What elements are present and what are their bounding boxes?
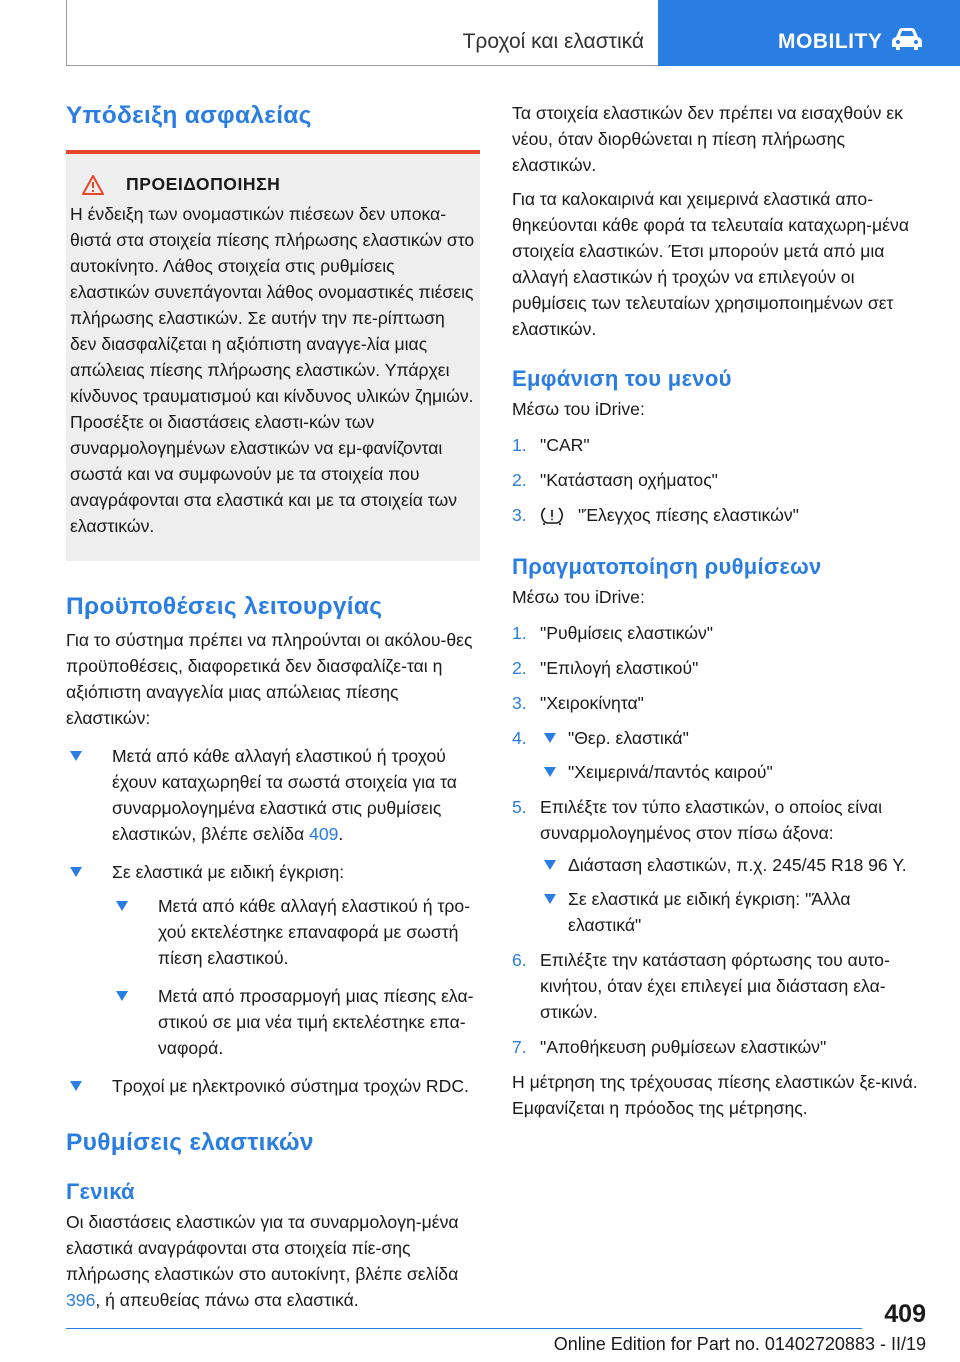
step-text: "Ρυθμίσεις ελαστικών" xyxy=(540,623,714,643)
tire-settings-heading: Ρυθμίσεις ελαστικών xyxy=(66,1129,314,1156)
bullet-triangle-icon xyxy=(116,901,128,911)
list-item-text: Τροχοί με ηλεκτρονικό σύστημα τροχών RDC. xyxy=(112,1076,469,1096)
step-text: "Αποθήκευση ρυθμίσεων ελαστικών" xyxy=(540,1037,827,1057)
left-column xyxy=(66,100,480,1313)
list-item xyxy=(512,690,926,716)
warning-triangle-icon xyxy=(82,175,104,195)
page-link-396[interactable]: 396 xyxy=(66,1290,96,1310)
sub-list xyxy=(540,852,926,938)
list-item-text: Μετά από κάθε αλλαγή ελαστικού ή τροχού έχουν καταχωρηθεί τα σωστά στοιχεία για τα συναρμολογημένα ελαστικά στις ρυθμίσεις ελαστικών, βλέπε σελίδα xyxy=(112,746,457,844)
list-item xyxy=(66,743,480,847)
step-text: Επιλέξτε την κατάσταση φόρτωσης του αυτο-κινήτου, όταν έχει επιλεγεί μια διάσταση ελα-στικών. xyxy=(540,950,890,1022)
bullet-triangle-icon xyxy=(70,1081,82,1091)
step-text: "Χειμερινά/παντός καιρού" xyxy=(568,762,773,782)
prerequisites-intro: Για το σύστημα πρέπει να πληρούνται οι ακόλου-θες προϋποθέσεις, διαφορετικά δεν διασφαλίζε-ται η αξιόπιστη αναγγελία μιας απώλειας πίεσης ελαστικών: xyxy=(66,630,473,728)
warning-title: ΠΡΟΕΙΔΟΠΟΙΗΣΗ xyxy=(126,174,281,194)
list-item xyxy=(512,794,926,938)
header-divider xyxy=(66,0,67,66)
warning-text: Η ένδειξη των ονομαστικών πιέσεων δεν υποκα-θιστά στα στοιχεία πίεσης πλήρωσης ελαστικών στο αυτοκίνητο. Λάθος στοιχεία στις ρυθμίσεις ελαστικών συνεπάγονται λάθος ονομαστικές πιέσεις πλήρωσης ελαστικών. Σε αυτήν την πε-ρίπτωση δεν διασφαλίζεται η αξιόπιστη αναγγε-λία μιας απώλειας πίεσης πλήρωσης ελαστικών. Υπάρχει κίνδυνος τραυματισμού και κίνδυνος υλικών ζημιών. Προσέξτε οι διαστάσεις ελαστι-κών των συναρμολογημένων ελαστικών να εμ-φανίζονται σωστά και να συμφωνούν με τα στοιχεία που αναγράφονται στα ελαστικά και με τα στοιχεία των ελαστικών. xyxy=(70,204,475,536)
step-number: 1. xyxy=(512,435,527,455)
list-item xyxy=(512,467,926,493)
step-text: "Επιλογή ελαστικού" xyxy=(540,658,699,678)
section-tab xyxy=(658,0,960,66)
general-text xyxy=(66,1209,480,1313)
general-text-end: , ή απευθείας πάνω στα ελαστικά. xyxy=(95,1290,359,1310)
page-number: 409 xyxy=(884,1300,926,1328)
prerequisites-list xyxy=(66,743,480,1099)
list-item xyxy=(112,983,480,1061)
list-item xyxy=(512,947,926,1025)
menu-via: Μέσω του iDrive: xyxy=(512,399,645,419)
chapter-title: Τροχοί και ελαστικά xyxy=(462,30,644,53)
list-item xyxy=(512,655,926,681)
step-number: 6. xyxy=(512,950,527,970)
list-item xyxy=(540,759,926,785)
step-text: "Έλεγχος πίεσης ελαστικών" xyxy=(578,505,799,525)
list-item-text: Σε ελαστικά με ειδική έγκριση: xyxy=(112,862,345,882)
sub-list xyxy=(112,893,480,1061)
prerequisites-heading: Προϋποθέσεις λειτουργίας xyxy=(66,593,383,620)
list-item xyxy=(540,886,926,938)
step-number: 4. xyxy=(512,728,527,748)
sub-list xyxy=(540,725,926,785)
edition-text: Online Edition for Part no. 01402720883 - II/19 xyxy=(553,1334,926,1354)
list-item xyxy=(540,852,926,878)
paragraph: Για τα καλοκαιρινά και χειμερινά ελαστικά απο-θηκεύονται κάθε φορά τα τελευταία καταχωρη-μένα στοιχεία ελαστικών. Έτσι μπορούν μετά από μια αλλαγή ελαστικών ή τροχών να επιλεγούν οι ρυθμίσεις των τελευταίων χρησιμοποιημένων σετ ελαστικών. xyxy=(512,189,909,339)
paragraph: Τα στοιχεία ελαστικών δεν πρέπει να εισαχθούν εκ νέου, όταν διορθώνεται η πίεση πλήρωσης ελαστικών. xyxy=(512,103,903,175)
list-item xyxy=(540,725,926,751)
warning-box xyxy=(66,150,480,561)
footer-divider xyxy=(66,1328,862,1329)
general-heading: Γενικά xyxy=(66,1179,135,1204)
step-text: "Θερ. ελαστικά" xyxy=(568,728,689,748)
list-item xyxy=(512,725,926,785)
page-header xyxy=(0,0,960,66)
settings-via: Μέσω του iDrive: xyxy=(512,587,645,607)
closing-text: Η μέτρηση της τρέχουσας πίεσης ελαστικών ξε-κινά. Εμφανίζεται η πρόοδος της μέτρησης. xyxy=(512,1072,918,1118)
general-text-body: Οι διαστάσεις ελαστικών για τα συναρμολογη-μένα ελαστικά αναγράφονται στα στοιχεία πίε-σης πλήρωσης ελαστικών στο αυτοκίνητ, βλέπε σελίδα xyxy=(66,1212,459,1284)
menu-steps xyxy=(512,432,926,528)
bullet-triangle-icon xyxy=(544,860,556,870)
bullet-triangle-icon xyxy=(544,767,556,777)
bullet-triangle-icon xyxy=(70,751,82,761)
perform-settings-heading: Πραγματοποίηση ρυθμίσεων xyxy=(512,554,822,579)
list-item xyxy=(512,620,926,646)
step-number: 3. xyxy=(512,505,527,525)
bullet-triangle-icon xyxy=(70,867,82,877)
list-item-text: Μετά από προσαρμογή μιας πίεσης ελα-στικού σε μια νέα τιμή εκτελέστηκε επα-ναφορά. xyxy=(158,986,474,1058)
list-item xyxy=(512,432,926,458)
list-item xyxy=(512,1034,926,1060)
page-link-409[interactable]: 409 xyxy=(309,824,339,844)
bullet-triangle-icon xyxy=(116,991,128,1001)
step-text: "Κατάσταση οχήματος" xyxy=(540,470,718,490)
list-item-text: Μετά από κάθε αλλαγή ελαστικού ή τρο-χού εκτελέστηκε επαναφορά με σωστή πίεση ελαστικού. xyxy=(158,896,471,968)
list-item xyxy=(112,893,480,971)
step-text: "Χειροκίνητα" xyxy=(540,693,644,713)
step-text: Σε ελαστικά με ειδική έγκριση: "Άλλα ελαστικά" xyxy=(568,889,851,935)
step-text: Διάσταση ελαστικών, π.χ. 245/45 R18 96 Y. xyxy=(568,855,907,875)
bullet-triangle-icon xyxy=(544,733,556,743)
step-number: 3. xyxy=(512,693,527,713)
list-item-text-end: . xyxy=(338,824,344,844)
section-label: MOBILITY xyxy=(778,30,883,53)
header-underline xyxy=(66,65,658,66)
step-number: 2. xyxy=(512,470,527,490)
step-number: 1. xyxy=(512,623,527,643)
settings-steps xyxy=(512,620,926,1060)
step-text: Επιλέξτε τον τύπο ελαστικών, ο οποίος είναι συναρμολογημένος στον πίσω άξονα: xyxy=(540,797,883,843)
list-item xyxy=(66,1073,480,1099)
car-icon xyxy=(890,26,924,52)
safety-heading: Υπόδειξη ασφαλείας xyxy=(66,102,312,129)
step-number: 2. xyxy=(512,658,527,678)
bullet-triangle-icon xyxy=(544,894,556,904)
step-number: 5. xyxy=(512,797,527,817)
list-item xyxy=(512,502,926,528)
list-item xyxy=(66,859,480,1061)
tire-pressure-icon xyxy=(540,505,564,525)
step-text: "CAR" xyxy=(540,435,590,455)
menu-heading: Εμφάνιση του μενού xyxy=(512,366,732,391)
step-number: 7. xyxy=(512,1037,527,1057)
right-column xyxy=(512,100,926,1121)
warning-header xyxy=(70,174,476,195)
